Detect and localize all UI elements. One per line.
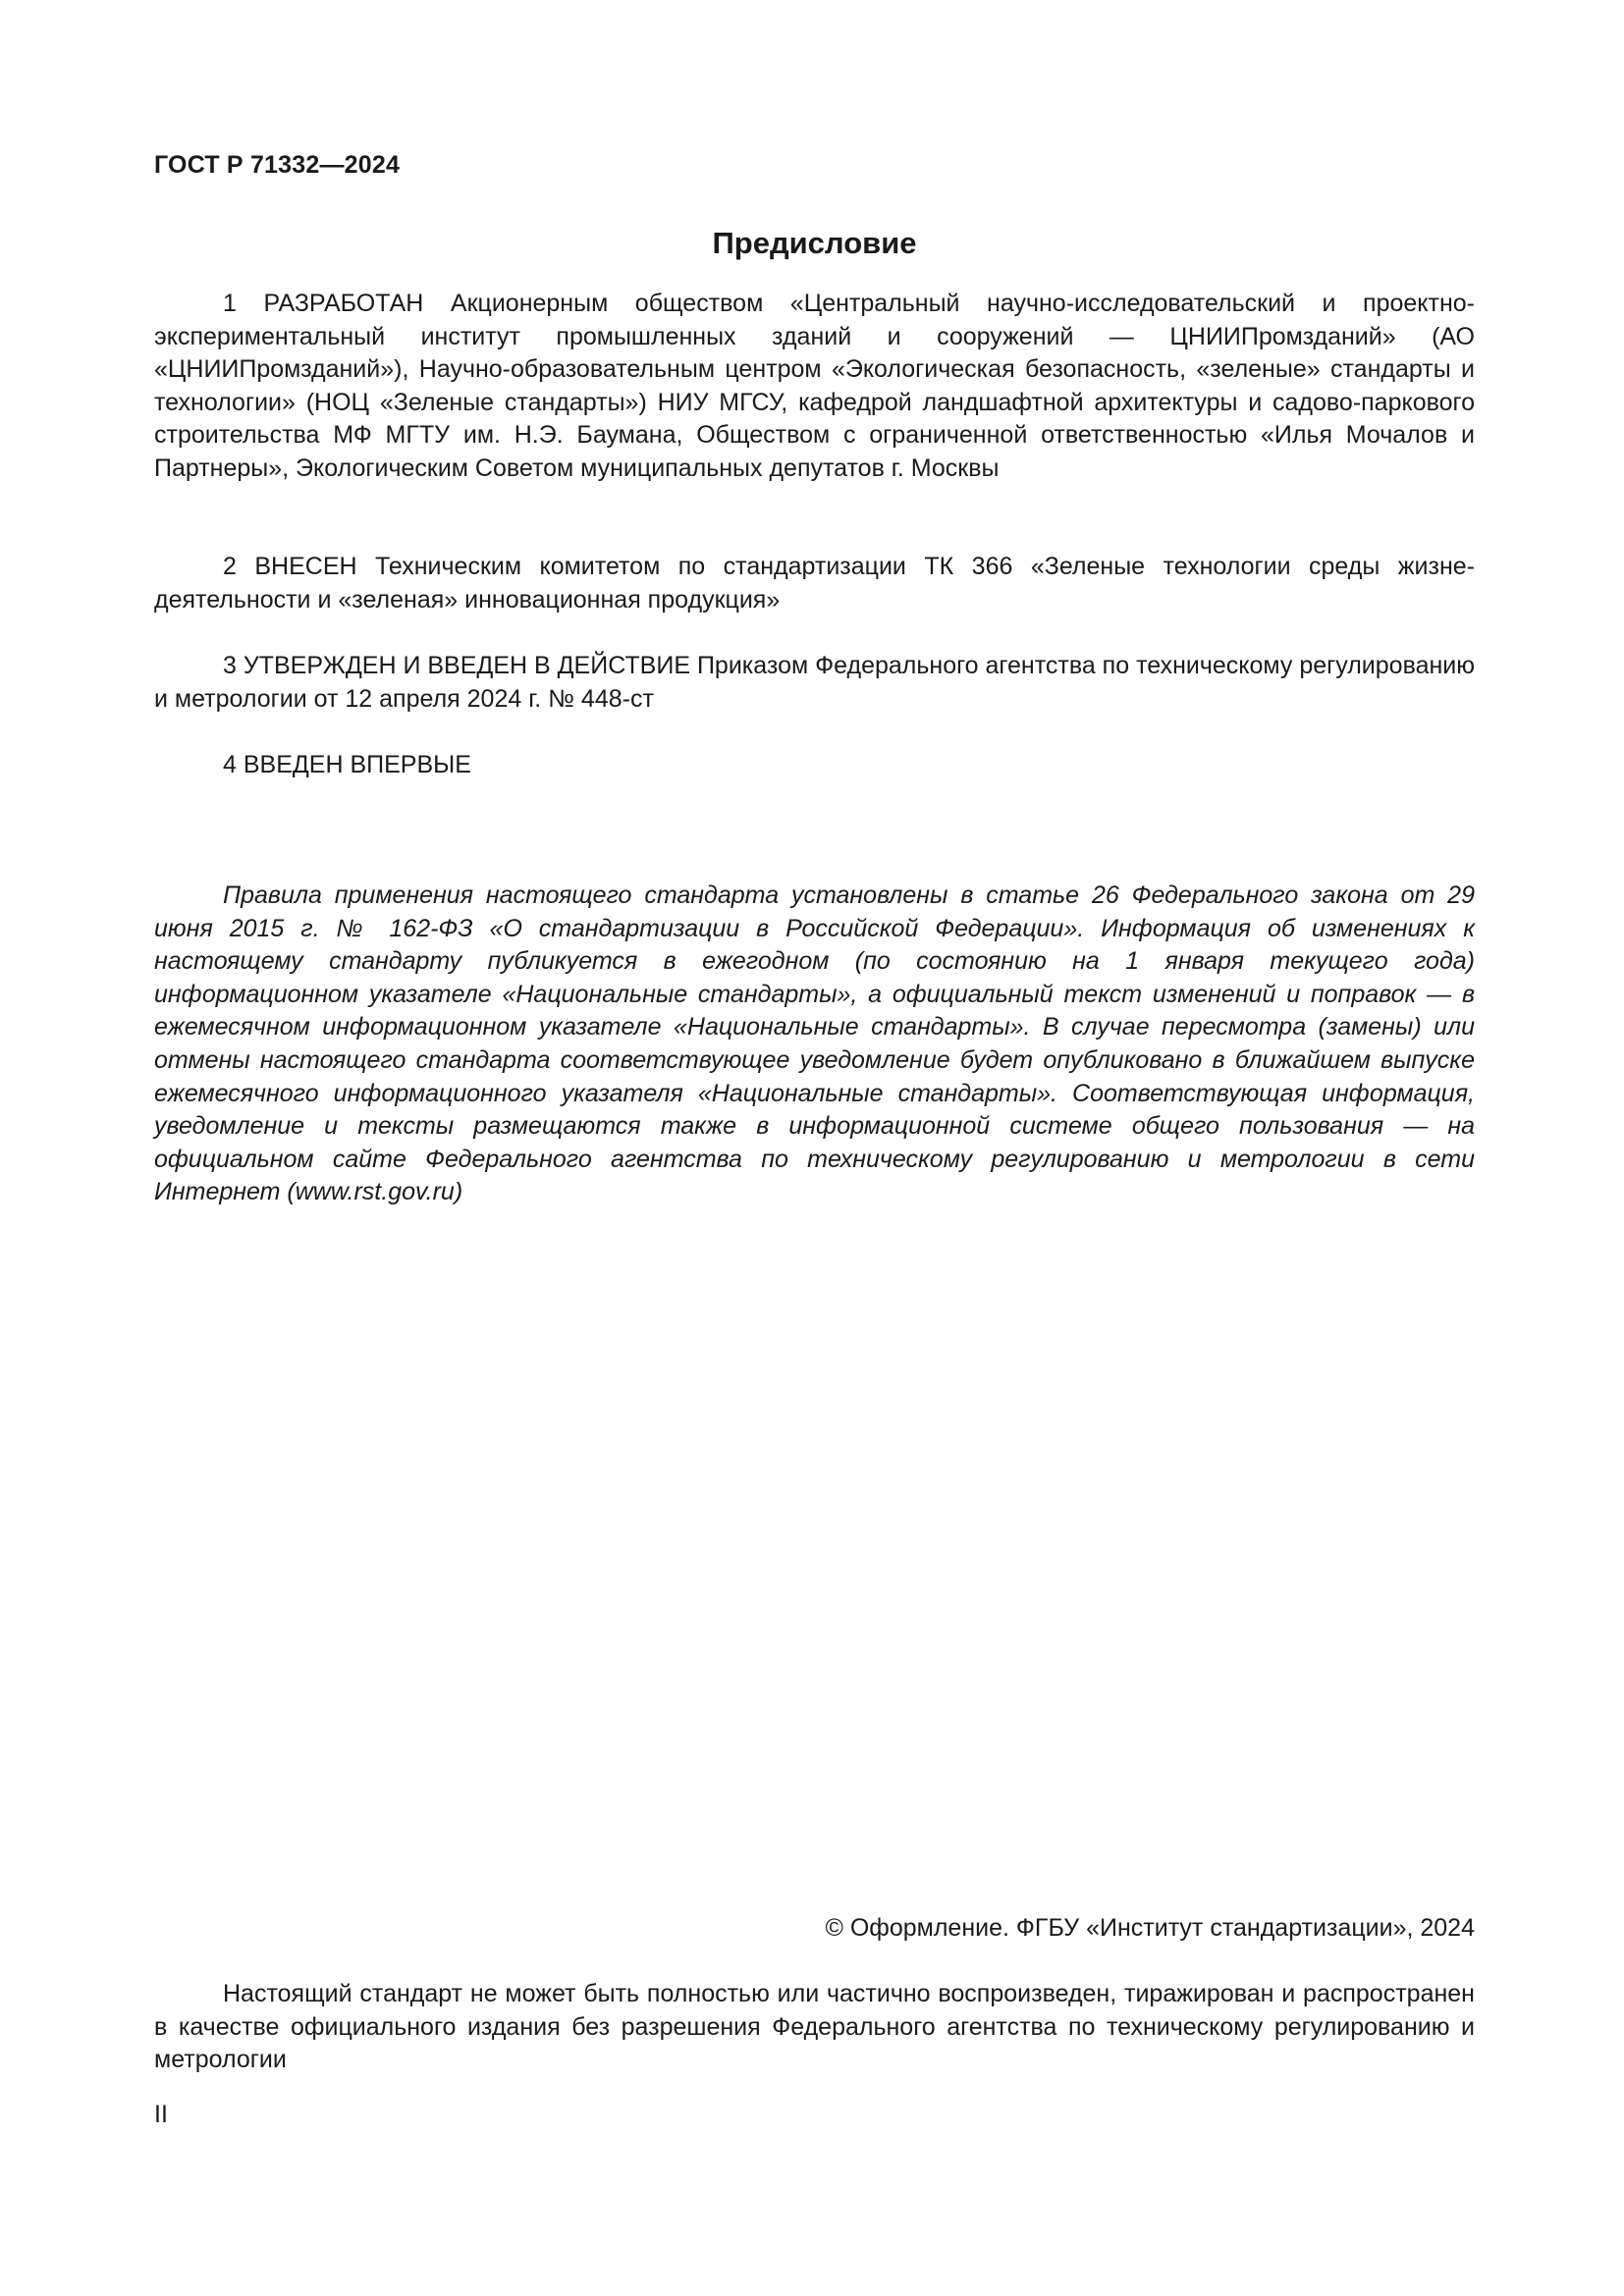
foreword-item-developed: 1 РАЗРАБОТАН Акционерным обществом «Центральный научно-исследовательский и проектно-экспериментальный институт промышленных зданий и сооружений — ЦНИИПромзданий» (АО «ЦНИИПромзданий»), Научно-образовательным центром «Экологическая безопасность, «зеленые» стандарты и технологии» (НОЦ «Зеленые стандарты») НИУ МГСУ, кафедрой ландшафтной архитектуры и садово-паркового строительства МФ МГТУ им. Н.Э. Баумана, Обществом с ограниченной ответственностью «Илья Мочалов и Партнеры», Экологическим Советом муниципальных депутатов г. Москвы — [154, 290, 1475, 482]
reproduction-notice: Настоящий стандарт не может быть полностью или частично воспроизведен, тиражирован и распространен в качестве официального издания без разрешения Федерального агентства по техническому регулированию и метрологии — [154, 1980, 1475, 2074]
foreword-item-introduced: 4 ВВЕДЕН ВПЕРВЫЕ — [223, 751, 471, 778]
copyright-line: © Оформление. ФГБУ «Институт стандартизации», 2024 — [825, 1914, 1475, 1942]
page-title: Предисловие — [712, 226, 917, 260]
application-rules-paragraph: Правила применения настоящего стандарта установлены в статье 26 Федерального закона от 29 июня 2015 г. № 162-ФЗ «О стандартизации в Российской Федерации». Информация об изменениях к настоящему стандарту публикуется в ежегодном (по состоянию на 1 января текущего года) информационном указателе «Национальные стандарты», а официальный текст изменений и поправок — в ежемесячном информационном указателе «Национальные стандарты». В случае пересмотра (замены) или отмены настоящего стандарта соответствующее уведомление будет опубликовано в ближайшем выпуске ежемесячного информационного указателя «Национальные стандарты». Соответствующая информация, уведомление и тексты размещаются также в информационной системе общего пользования — на официальном сайте Федерального агентства по техническому регулированию и метрологии в сети Интернет (www.rst.gov.ru) — [154, 881, 1475, 1206]
foreword-item-approved: 3 УТВЕРЖДЕН И ВВЕДЕН В ДЕЙСТВИЕ Приказом Федерального агентства по техническому регулированию и метрологии от 12 апреля 2024 г. № 448-ст — [154, 652, 1475, 713]
document-code: ГОСТ Р 71332—2024 — [154, 151, 401, 179]
foreword-item-submitted: 2 ВНЕСЕН Техническим комитетом по стандартизации ТК 366 «Зеленые технологии среды жизнедеятельности и «зеленая» инновационная продукция» — [154, 553, 1475, 614]
page-number: II — [154, 2101, 168, 2128]
